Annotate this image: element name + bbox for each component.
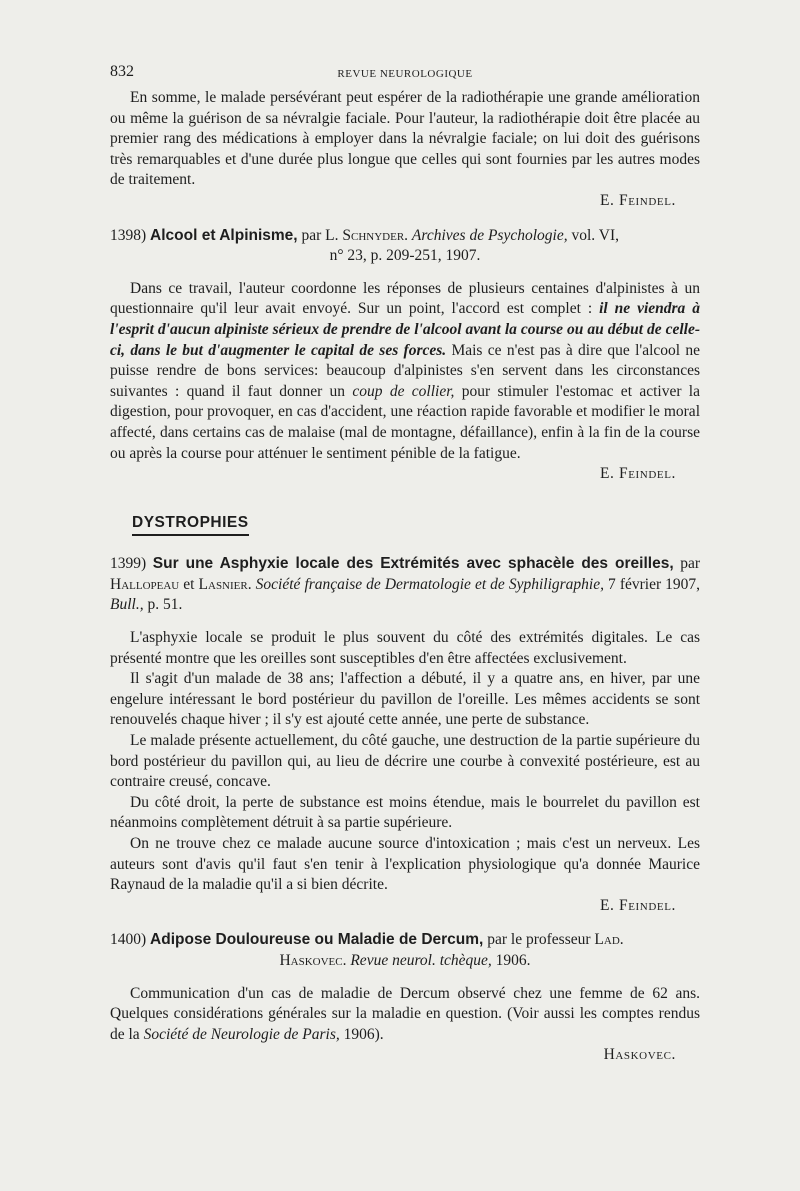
quote-emphasis: il ne viendra à l'esprit d'aucun alpiniste sérieux de prendre de l'alcool avant la course ou au début de celle-ci, dans le but d'augmenter le capital de ses forces. <box>110 300 700 359</box>
document-page <box>110 62 700 1066</box>
paragraph: Du côté droit, la perte de substance est moins étendue, mais le bourrelet du pavillon est néanmoins complètement détruit à sa partie supérieure. <box>110 793 700 832</box>
entry-1399-body <box>110 628 700 896</box>
entry-1398-paragraph: Dans ce travail, l'auteur coordonne les réponses de plusieurs centaines d'alpinistes à un questionnaire qu'il leur avait envoyé. Sur un point, l'accord est complet : il ne viendra à l'esprit d'aucun alpiniste sérieux de prendre de l'alcool avant la course ou au début de celle-ci, dans le but d'augmenter le capital de ses forces. Mais ce n'est pas à dire que l'alcool ne puisse rendre de bons services: beaucoup d'alpinistes s'en servent dans les circonstances suivantes : quand il faut donner un coup de collier, pour stimuler l'estomac et activer la digestion, pour provoquer, en cas d'accident, une réaction rapide favorable et modifier le moral affecté, dans certains cas de malaise (mal de montagne, défaillance), enfin à la fin de la course ou après la course pour atténuer le sentiment pénible de la fatigue. <box>110 279 701 462</box>
entry-1400-paragraph: Communication d'un cas de maladie de Dercum observé chez une femme de 62 ans. Quelques considérations générales sur la maladie en question. (Voir aussi les comptes rendus de la Société de Neurologie de Paris, 1906). <box>110 984 700 1043</box>
entry-1398-signature: E. Feindel. <box>599 465 676 483</box>
paragraph: On ne trouve chez ce malade aucune source d'intoxication ; mais c'est un nerveux. Les auteurs sont d'avis qu'il faut s'en tenir à l'explication physiologique qu'a donnée Maurice Raynaud de la maladie qu'il a si bien décrite. <box>110 835 700 894</box>
bulletin: Bull., <box>110 596 144 614</box>
page-ref: p. 51. <box>147 596 183 614</box>
entry-1400-signature: Haskovec. <box>603 1046 676 1064</box>
entry-title: Adipose Douloureuse ou Maladie de Dercum, <box>150 931 484 949</box>
society-name: Société de Neurologie de Paris, <box>143 1025 340 1043</box>
entry-1400-heading <box>110 930 700 971</box>
page-header <box>110 62 700 84</box>
reference: n° 23, p. 209-251, 1907. <box>329 247 481 265</box>
author-name: Schnyder. <box>342 226 409 244</box>
section-title: DYSTROPHIES <box>132 513 249 537</box>
by-text: par le professeur <box>487 931 591 949</box>
entry-1399-heading <box>110 554 700 616</box>
entry-number: 1398) <box>110 226 147 244</box>
entry-1398-heading <box>110 226 700 267</box>
by-text: par <box>680 555 701 573</box>
coup-emphasis: coup de collier, <box>352 382 455 400</box>
entry-title: Sur une Asphyxie locale des Extrémités avec sphacèle des oreilles, <box>152 555 674 573</box>
previous-entry-signature: E. Feindel. <box>599 191 676 209</box>
entry-number: 1399) <box>110 555 147 573</box>
paragraph: Il s'agit d'un malade de 38 ans; l'affection a débuté, il y a quatre ans, en hiver, par une engelure intéressant le bord postérieur du pavillon de l'oreille. Les mêmes accidents se sont renouvelés chaque hiver ; il s'y est ajouté cette année, une perte de substance. <box>110 670 700 729</box>
author-name: Lasnier. <box>198 575 252 593</box>
date: 7 février 1907, <box>608 575 701 593</box>
by-text: par L. <box>301 226 339 244</box>
journal-name: Société française de Dermatologie et de Syphiligraphie, <box>255 575 604 593</box>
running-title: REVUE NEUROLOGIQUE <box>337 68 473 80</box>
entry-number: 1400) <box>110 931 147 949</box>
journal-name: Archives de Psychologie, <box>411 226 568 244</box>
entry-title: Alcool et Alpinisme, <box>150 226 298 244</box>
previous-entry-paragraph: En somme, le malade persévérant peut espérer de la radiothérapie une grande amélioration ou même la guérison de sa névralgie faciale. Pour l'auteur, la radiothérapie doit être placée au premier rang des médications à employer dans la névralgie faciale; on lui doit des guérisons très remarquables et d'une durée plus longue que celles qui sont fournies par les autres modes de traitement. <box>110 89 700 189</box>
reference: Haskovec. Revue neurol. tchèque, 1906. <box>279 951 531 969</box>
and-text: et <box>183 575 195 593</box>
paragraph: Le malade présente actuellement, du côté gauche, une destruction de la partie supérieure du bord postérieur du pavillon qui, au lieu de décrire une courbe à convexité postérieure, est au contraire creusé, concave. <box>110 732 700 791</box>
volume: vol. VI, <box>571 226 619 244</box>
paragraph: L'asphyxie locale se produit le plus souvent du côté des extrémités digitales. Le cas présenté montre que les oreilles sont susceptibles d'en être affectées exclusivement. <box>110 629 700 667</box>
entry-1399-signature: E. Feindel. <box>599 896 676 914</box>
author-name: Hallopeau <box>110 575 180 593</box>
author-name: Lad. <box>594 931 624 949</box>
page-number: 832 <box>110 63 134 80</box>
